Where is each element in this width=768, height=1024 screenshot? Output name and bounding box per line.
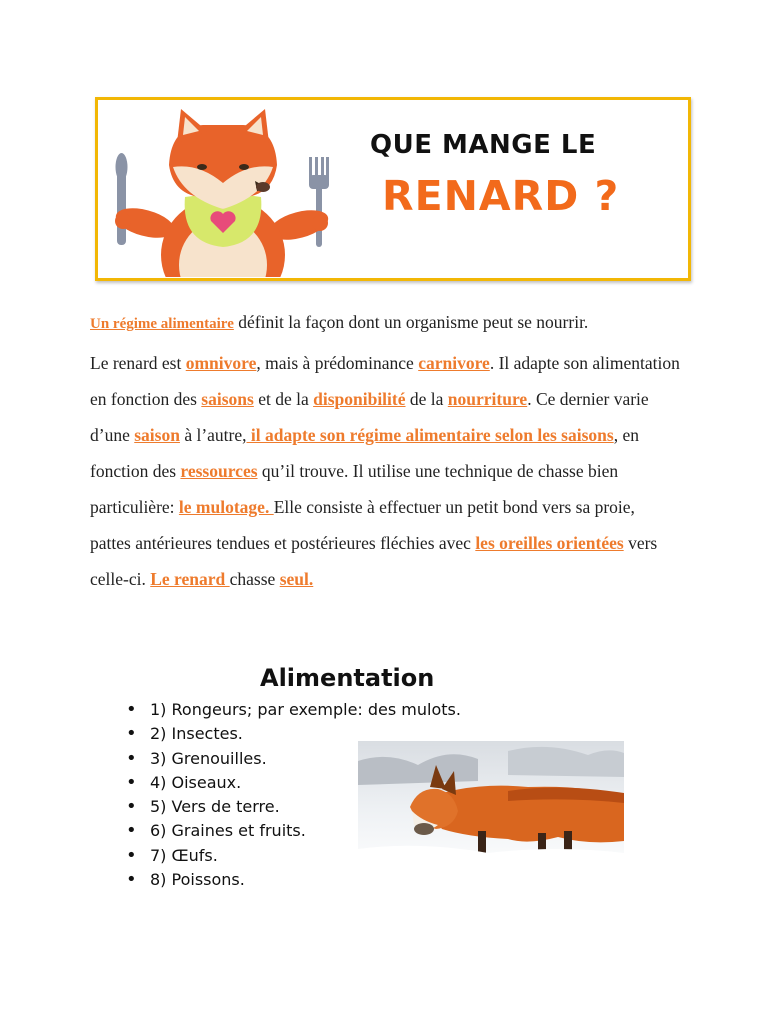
alimentation-panel xyxy=(90,656,680,921)
text-segment: , mais à prédominance xyxy=(256,353,419,373)
banner-title-line2: RENARD ? xyxy=(382,172,620,220)
list-item: • 6) Graines et fruits. xyxy=(126,819,461,843)
alimentation-title: Alimentation xyxy=(260,664,435,692)
keyword-omnivore: omnivore xyxy=(185,353,257,373)
keyword-saisons: saisons xyxy=(201,389,254,409)
text-segment: à l’autre, xyxy=(179,425,247,445)
definition-paragraph xyxy=(90,304,680,342)
list-item: • 5) Vers de terre. xyxy=(126,795,461,819)
text-segment: de la xyxy=(405,389,448,409)
text-segment: . Ce dernier varie d’une xyxy=(90,389,649,445)
text-segment: Elle consiste à effectuer un petit bond vers sa proie, pattes antérieures tendues et postérieures fléchies avec xyxy=(90,497,635,553)
text-segment: et de la xyxy=(253,389,314,409)
keyword-adapte-regime: il adapte son régime alimentaire selon les saisons xyxy=(246,425,614,445)
keyword-le-renard: Le renard xyxy=(150,569,230,589)
text-segment: , en fonction des xyxy=(90,425,639,481)
list-item: • 8) Poissons. xyxy=(126,868,461,892)
text-segment: qu’il trouve. Il utilise une technique de chasse bien particulière: xyxy=(90,461,619,517)
list-item: • 7) Œufs. xyxy=(126,844,461,868)
keyword-oreilles-orientees: les oreilles orientées xyxy=(475,533,624,553)
keyword-ressources: ressources xyxy=(180,461,258,481)
text-segment: Le renard est xyxy=(90,353,186,373)
list-item: • 4) Oiseaux. xyxy=(126,771,461,795)
keyword-saison: saison xyxy=(134,425,180,445)
fox-photo xyxy=(358,741,624,879)
keyword-carnivore: carnivore xyxy=(418,353,490,373)
keyword-nourriture: nourriture xyxy=(447,389,528,409)
fox-illustration xyxy=(103,105,333,277)
keyword-regime-alimentaire: Un régime alimentaire xyxy=(90,316,234,332)
keyword-mulotage: le mulotage. xyxy=(178,497,274,517)
definition-text: définit la façon dont un organisme peut se nourrir. xyxy=(233,312,589,332)
keyword-disponibilite: disponibilité xyxy=(313,389,406,409)
list-item: • 1) Rongeurs; par exemple: des mulots. xyxy=(126,698,461,722)
list-item: • 3) Grenouilles. xyxy=(126,747,461,771)
list-item: • 2) Insectes. xyxy=(126,722,461,746)
description-paragraph xyxy=(90,345,680,597)
title-banner xyxy=(95,97,691,281)
text-segment: chasse xyxy=(229,569,280,589)
text-segment: . Il adapte son alimentation en fonction des xyxy=(90,353,680,409)
text-segment: vers celle-ci. xyxy=(90,533,658,589)
banner-title-line1: QUE MANGE LE xyxy=(370,130,597,160)
keyword-seul: seul. xyxy=(279,569,314,589)
